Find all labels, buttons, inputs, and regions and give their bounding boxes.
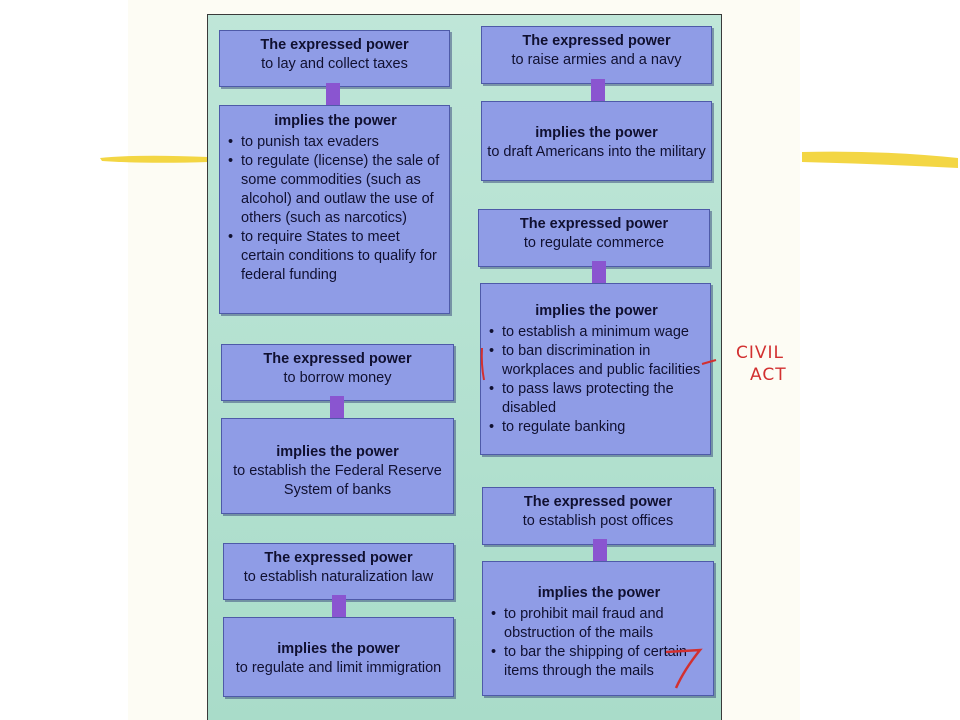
expressed-text: to establish post offices [522,513,674,529]
implied-power-commerce [480,283,711,455]
implied-power-taxes [219,105,450,314]
expressed-text: to establish naturalization law [243,569,434,585]
expressed-title: The expressed power [519,216,669,232]
implies-title: implies the power [535,125,658,141]
expressed-power-post [482,487,714,545]
implies-title: implies the power [276,444,399,460]
note-line: ACT [750,365,787,385]
handwritten-dash-mark [700,356,720,368]
expressed-text: to regulate commerce [523,235,665,251]
implied-powers-list [228,133,443,285]
list-item: • to punish tax evaders [228,133,443,152]
handwritten-tick-mark [476,346,488,382]
expressed-power-taxes [219,30,450,87]
expressed-title: The expressed power [263,351,412,367]
implies-title: implies the power [537,585,661,601]
implies-text: to regulate and limit immigration [235,660,442,676]
implies-text: to establish the Federal Reserve System of banks [233,463,442,498]
expressed-title: The expressed power [260,37,409,53]
expressed-text: to borrow money [283,370,392,386]
implied-power-armies [481,101,712,181]
list-item: • to regulate (license) the sale of some commodities (such as alcohol) and outlaw the use of others (such as narcotics) [228,152,443,228]
list-item: • to pass laws protecting the disabled [489,380,704,418]
list-item: • to establish a minimum wage [489,323,704,342]
handwritten-note [736,342,787,386]
implies-title: implies the power [535,303,658,319]
handwritten-seven-mark [660,644,706,692]
highlight-stroke-right [800,146,960,172]
expressed-title: The expressed power [522,33,671,49]
expressed-power-borrow [221,344,454,401]
expressed-power-commerce [478,209,710,267]
implied-power-borrow [221,418,454,514]
expressed-text: to lay and collect taxes [261,56,408,72]
implies-title: implies the power [274,113,397,129]
expressed-title: The expressed power [264,550,413,566]
implied-powers-list [489,323,704,437]
highlight-stroke-left [98,148,210,168]
list-item: • to bar the shipping of certain items through the mails [491,643,707,681]
expressed-power-naturalization [223,543,454,600]
implies-title: implies the power [277,641,400,657]
list-item: • to prohibit mail fraud and obstruction of the mails [491,605,707,643]
list-item: • to regulate banking [489,418,704,437]
expressed-power-armies [481,26,712,84]
implied-power-naturalization [223,617,454,697]
expressed-title: The expressed power [523,494,673,510]
expressed-text: to raise armies and a navy [511,52,682,68]
implies-text: to draft Americans into the military [487,144,706,160]
list-item: • to require States to meet certain conditions to qualify for federal funding [228,228,443,285]
list-item: • to ban discrimination in workplaces and public facilities [489,342,704,380]
note-line: CIVIL [736,343,784,363]
